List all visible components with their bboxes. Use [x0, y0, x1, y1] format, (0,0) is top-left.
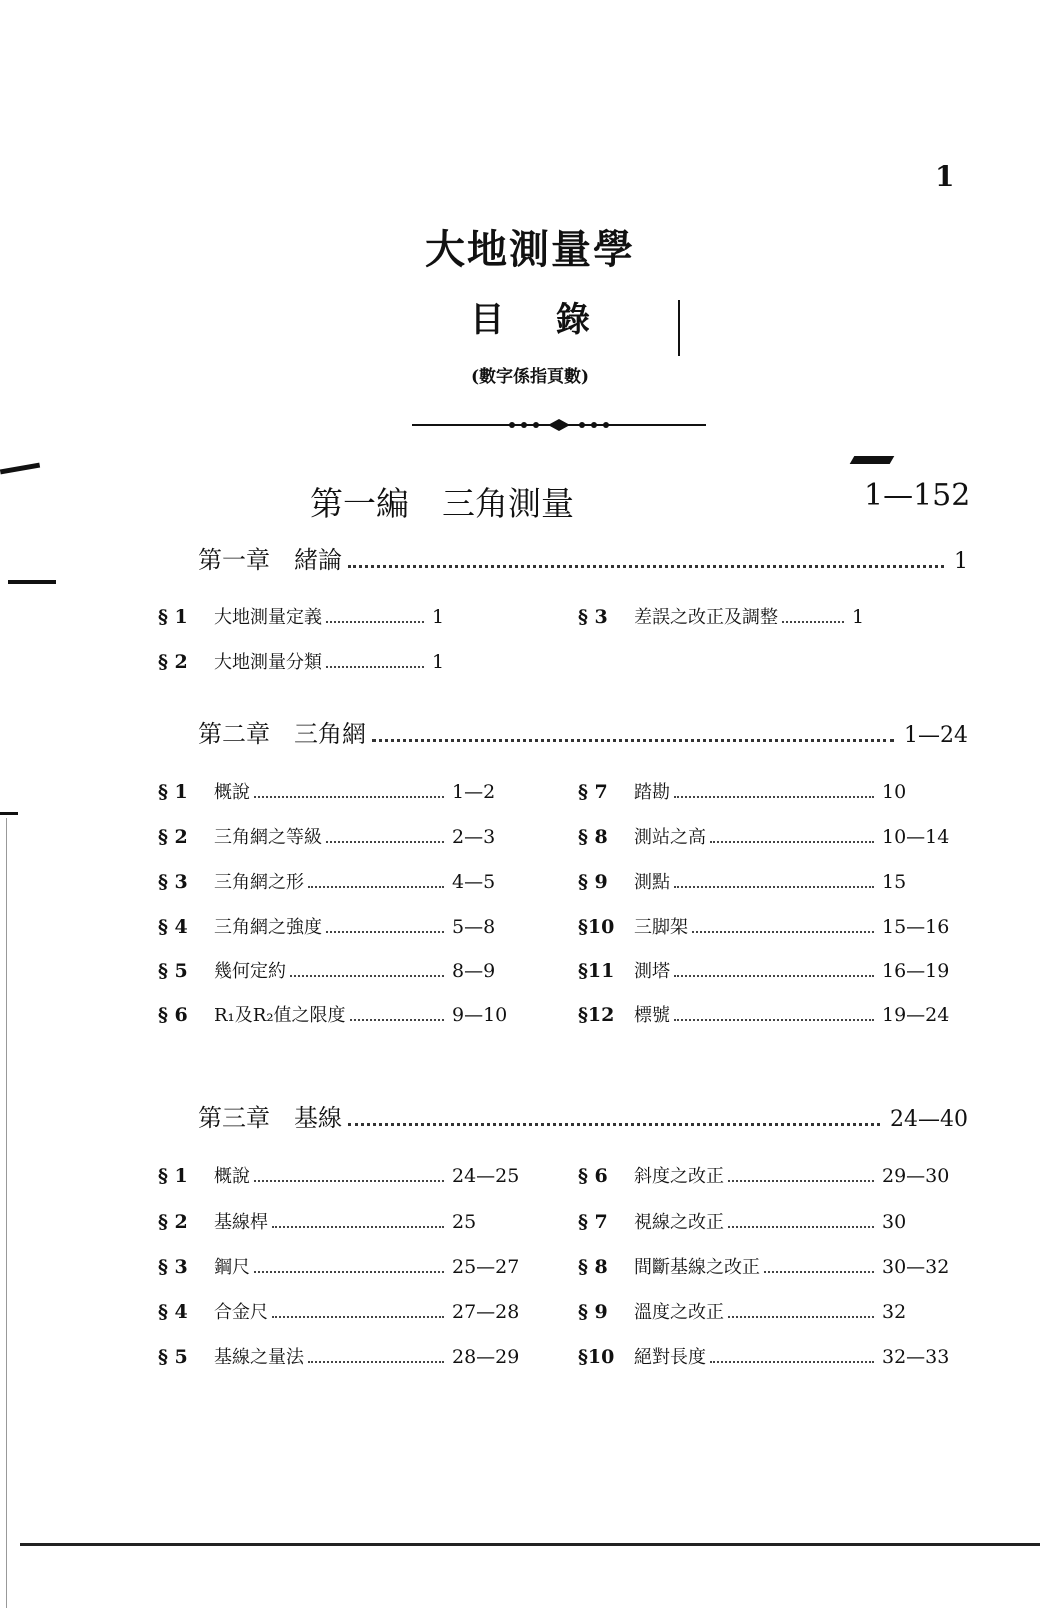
section-title: 三脚架: [634, 917, 688, 938]
part-pages: 1—152: [864, 478, 971, 513]
toc-entry: [158, 1253, 528, 1279]
section-pages: 16—19: [882, 960, 950, 982]
toc-entry: [158, 778, 528, 804]
section-title: 標號: [634, 1005, 670, 1026]
footer-rule: [20, 1543, 1040, 1546]
section-pages: 15—16: [882, 916, 950, 938]
section-title: 測塔: [634, 961, 670, 982]
dot-leader: [674, 975, 874, 977]
section-pages: 1: [432, 651, 445, 673]
section-title: 測站之高: [634, 827, 706, 848]
toc-entry: [578, 1001, 958, 1027]
section-pages: 2—3: [452, 826, 496, 848]
dot-leader: [710, 1361, 874, 1363]
section-pages: 1: [432, 606, 445, 628]
section-title: 三角網之等級: [214, 827, 322, 848]
dot-leader: [326, 841, 444, 843]
dot-leader: [350, 1019, 444, 1021]
contents-heading: 目 錄: [470, 300, 590, 340]
section-number: § 4: [158, 916, 188, 938]
dot-leader: [728, 1180, 874, 1182]
toc-entry: [158, 1208, 528, 1234]
toc-entry: [578, 1162, 958, 1188]
section-title: 溫度之改正: [634, 1302, 724, 1323]
toc-entry: [158, 868, 528, 894]
section-title: 絕對長度: [634, 1347, 706, 1368]
margin-vertical-line: [678, 300, 680, 356]
section-number: § 7: [578, 1211, 608, 1233]
section-pages: 32—33: [882, 1346, 950, 1368]
toc-entry: [578, 603, 928, 629]
section-number: § 9: [578, 871, 608, 893]
chapter-heading: [198, 714, 968, 749]
dot-leader: [782, 621, 844, 623]
section-title: 踏勘: [634, 782, 670, 803]
dot-leader: [728, 1226, 874, 1228]
dot-leader: [254, 1271, 444, 1273]
section-pages: 25: [452, 1211, 477, 1233]
section-pages: 25—27: [452, 1256, 520, 1278]
dot-leader: [254, 1180, 444, 1182]
chapter-pages: 1—24: [904, 723, 968, 748]
section-number: § 8: [578, 826, 608, 848]
section-title: 視線之改正: [634, 1212, 724, 1233]
section-title: 大地測量分類: [214, 652, 322, 673]
section-number: § 2: [158, 651, 188, 673]
section-number: §10: [578, 1346, 615, 1368]
toc-entry: [158, 823, 528, 849]
toc-entry: [158, 648, 508, 674]
section-pages: 19—24: [882, 1004, 950, 1026]
section-number: § 6: [578, 1165, 608, 1187]
section-title: 差誤之改正及調整: [634, 607, 778, 628]
section-number: § 5: [158, 1346, 188, 1368]
dot-leader: [272, 1316, 444, 1318]
section-pages: 1: [852, 606, 865, 628]
part-title: 第一編 三角測量: [310, 484, 574, 523]
section-number: § 5: [158, 960, 188, 982]
ink-mark: [0, 812, 18, 815]
section-title: 概說: [214, 782, 250, 803]
chapter-label: 第三章 基線: [198, 1104, 342, 1132]
section-number: § 3: [158, 871, 188, 893]
dot-leader: [272, 1226, 444, 1228]
dot-leader: [710, 841, 874, 843]
section-pages: 8—9: [452, 960, 496, 982]
section-pages: 5—8: [452, 916, 496, 938]
section-number: § 2: [158, 826, 188, 848]
chapter-heading: [198, 540, 968, 575]
ornament-rule: [412, 418, 706, 432]
book-title: 大地測量學: [425, 226, 635, 273]
section-title: 基線之量法: [214, 1347, 304, 1368]
toc-entry: [578, 957, 958, 983]
section-pages: 4—5: [452, 871, 496, 893]
section-pages: 1—2: [452, 781, 496, 803]
section-number: § 8: [578, 1256, 608, 1278]
page-number: 1: [935, 160, 955, 193]
dot-leader: [728, 1316, 874, 1318]
toc-entry: [578, 1298, 958, 1324]
page-edge-line: [6, 818, 7, 1608]
section-pages: 9—10: [452, 1004, 508, 1026]
section-number: § 3: [158, 1256, 188, 1278]
section-number: §11: [578, 960, 615, 982]
section-pages: 29—30: [882, 1165, 950, 1187]
section-pages: 24—25: [452, 1165, 520, 1187]
toc-entry: [578, 913, 958, 939]
ink-mark: [850, 456, 895, 464]
dot-leader: [674, 886, 874, 888]
section-title: 間斷基線之改正: [634, 1257, 760, 1278]
section-number: § 9: [578, 1301, 608, 1323]
section-number: § 1: [158, 781, 188, 803]
chapter-pages: 24—40: [890, 1107, 968, 1132]
section-pages: 10—14: [882, 826, 950, 848]
section-title: 測點: [634, 872, 670, 893]
toc-entry: [578, 868, 958, 894]
section-title: R₁及R₂值之限度: [214, 1005, 346, 1026]
section-title: 合金尺: [214, 1302, 268, 1323]
dot-leader: [692, 931, 874, 933]
section-number: § 2: [158, 1211, 188, 1233]
section-pages: 30: [882, 1211, 907, 1233]
section-number: § 6: [158, 1004, 188, 1026]
toc-entry: [158, 1001, 528, 1027]
dot-leader: [254, 796, 444, 798]
section-title: 幾何定約: [214, 961, 286, 982]
section-title: 大地測量定義: [214, 607, 322, 628]
section-number: § 1: [158, 606, 188, 628]
toc-entry: [158, 957, 528, 983]
section-title: 概說: [214, 1166, 250, 1187]
toc-entry: [158, 1162, 528, 1188]
toc-entry: [578, 1208, 958, 1234]
toc-entry: [158, 1343, 528, 1369]
toc-entry: [158, 603, 508, 629]
dot-leader: [308, 886, 444, 888]
section-pages: 30—32: [882, 1256, 950, 1278]
dot-leader: [372, 739, 894, 742]
section-number: §12: [578, 1004, 615, 1026]
toc-entry: [578, 778, 958, 804]
toc-entry: [158, 913, 528, 939]
section-pages: 32: [882, 1301, 907, 1323]
section-title: 三角網之形: [214, 872, 304, 893]
section-title: 三角網之強度: [214, 917, 322, 938]
section-number: §10: [578, 916, 615, 938]
toc-entry: [158, 1298, 528, 1324]
dot-leader: [348, 565, 944, 568]
section-number: § 1: [158, 1165, 188, 1187]
page-number-note: (數字係指頁數): [470, 367, 590, 387]
section-title: 基線桿: [214, 1212, 268, 1233]
dot-leader: [308, 1361, 444, 1363]
section-title: 鋼尺: [214, 1257, 250, 1278]
chapter-label: 第一章 緒論: [198, 546, 342, 574]
section-pages: 27—28: [452, 1301, 520, 1323]
section-pages: 10: [882, 781, 907, 803]
dot-leader: [348, 1123, 880, 1126]
toc-entry: [578, 1343, 958, 1369]
section-number: § 7: [578, 781, 608, 803]
dot-leader: [674, 796, 874, 798]
toc-entry: [578, 1253, 958, 1279]
chapter-label: 第二章 三角網: [198, 720, 366, 748]
dot-leader: [674, 1019, 874, 1021]
ink-mark: [8, 580, 56, 584]
toc-entry: [578, 823, 958, 849]
section-title: 斜度之改正: [634, 1166, 724, 1187]
dot-leader: [764, 1271, 874, 1273]
dot-leader: [326, 666, 424, 668]
section-pages: 15: [882, 871, 907, 893]
section-number: § 4: [158, 1301, 188, 1323]
dot-leader: [290, 975, 444, 977]
ink-mark: [0, 463, 40, 475]
dot-leader: [326, 621, 424, 623]
chapter-heading: [198, 1098, 968, 1133]
dot-leader: [326, 931, 444, 933]
section-number: § 3: [578, 606, 608, 628]
chapter-pages: 1: [954, 549, 968, 574]
section-pages: 28—29: [452, 1346, 520, 1368]
